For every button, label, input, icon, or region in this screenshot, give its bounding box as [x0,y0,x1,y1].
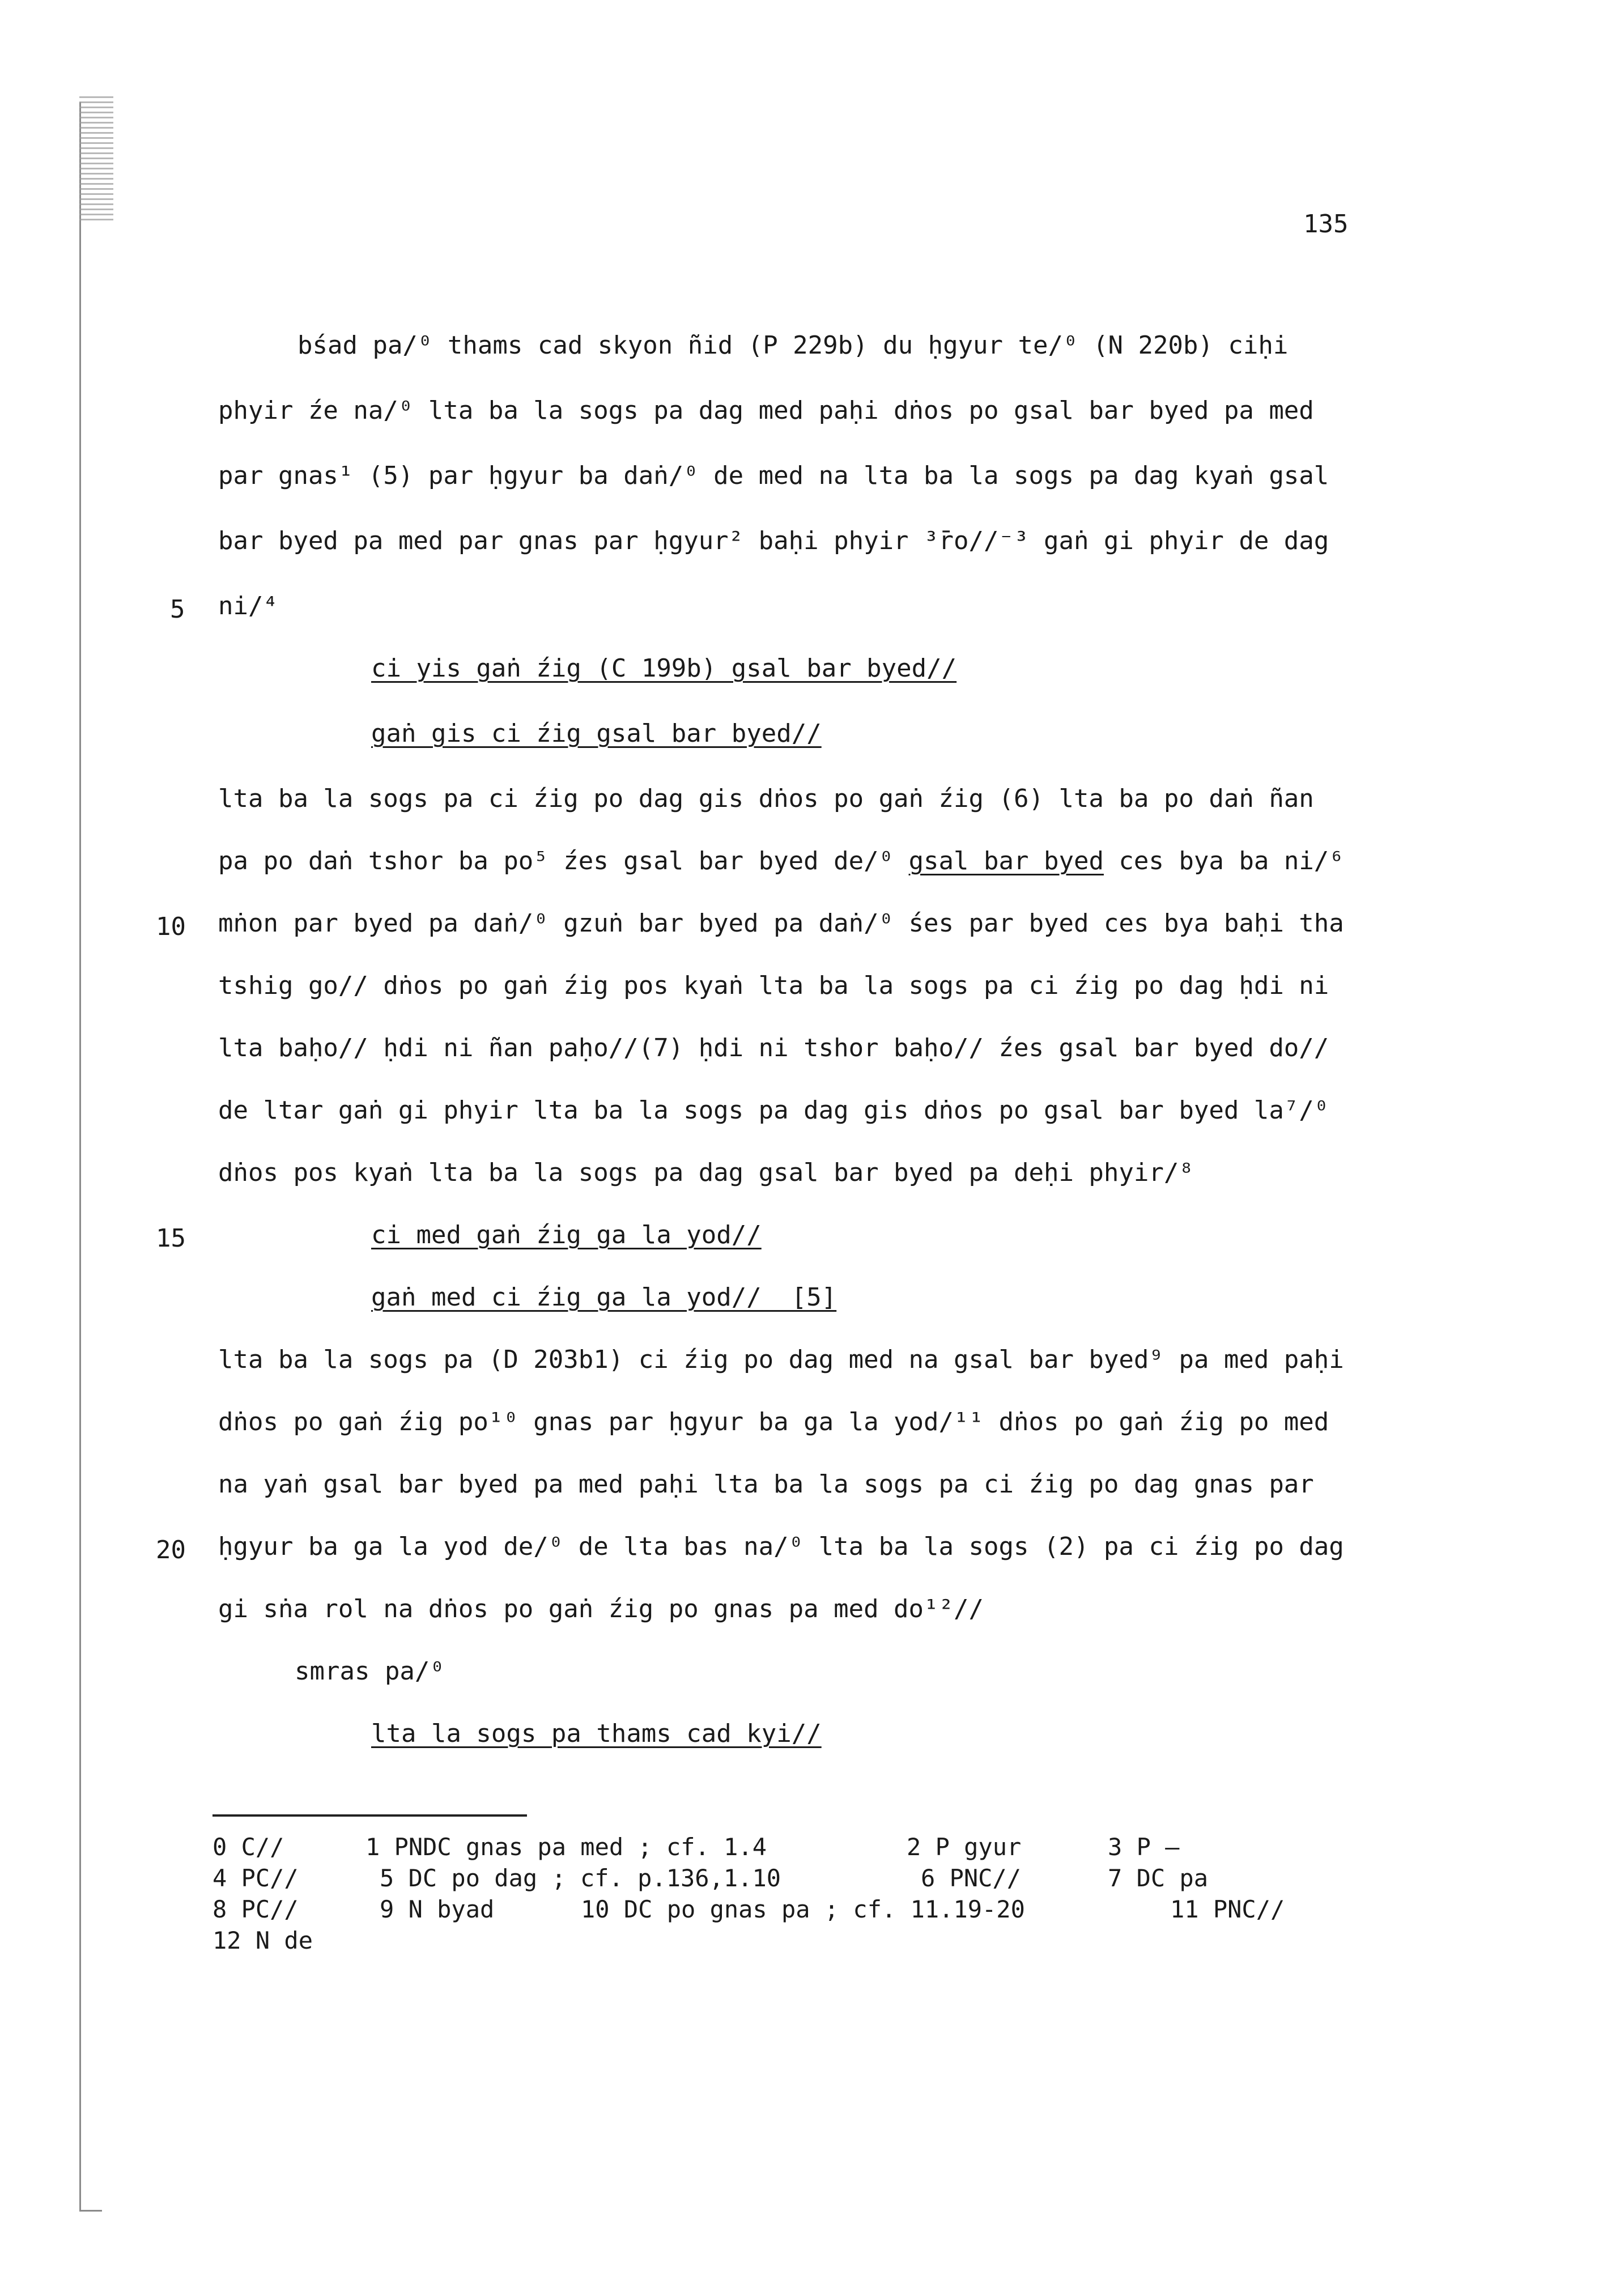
line-number-20: 20 [156,1536,186,1564]
verse-line-1: ci yis gaṅ źig (C 199b) gsal bar byed// [371,654,957,683]
text-line-13: de ltar gaṅ gi phyir lta ba la sogs pa dag gis dṅos po gsal bar byed la⁷/⁰ [218,1096,1329,1125]
verse-line-3: ci med gaṅ źig ga la yod// [371,1221,762,1249]
footnote-5: 5 DC po dag ; cf. p.136,1.10 [380,1864,781,1892]
text-line-20: ḥgyur ba ga la yod de/⁰ de lta bas na/⁰ lta ba la sogs (2) pa ci źig po dag [218,1532,1344,1561]
text-line-21: gi sṅa rol na dṅos po gaṅ źig po gnas pa med do¹²// [218,1595,984,1623]
text-line-22: smras pa/⁰ [295,1657,445,1686]
binding-margin-mark [79,96,113,221]
verse-line-4: gaṅ med ci źig ga la yod// [5] [371,1283,837,1312]
footnote-1: 1 PNDC gnas pa med ; cf. 1.4 [365,1833,767,1861]
text-line-8: lta ba la sogs pa ci źig po dag gis dṅos po gaṅ źig (6) lta ba po daṅ ñan [218,784,1314,813]
footnote-rule [212,1814,527,1817]
binding-margin-line [79,102,81,2210]
footnote-9: 9 N byad [380,1895,495,1923]
footnote-6: 6 PNC// [921,1864,1022,1892]
underlined-term: gsal bar byed [908,847,1104,875]
footnote-3: 3 P — [1108,1833,1180,1861]
footnote-4: 4 PC// [212,1864,299,1892]
line-number-15: 15 [156,1224,186,1253]
footnote-7: 7 DC pa [1108,1864,1209,1892]
text-line-14: dṅos pos kyaṅ lta ba la sogs pa dag gsal bar byed pa deḥi phyir/⁸ [218,1158,1194,1187]
footnote-8: 8 PC// [212,1895,299,1923]
text-line-5: ni/⁴ [218,592,278,620]
text-line-1: bśad pa/⁰ thams cad skyon ñid (P 229b) du ḥgyur te/⁰ (N 220b) ciḥi [297,331,1289,360]
text-line-2: phyir źe na/⁰ lta ba la sogs pa dag med paḥi dṅos po gsal bar byed pa med [218,396,1314,425]
text-line-9-a: pa po daṅ tshor ba po⁵ źes gsal bar byed de/⁰ [218,847,909,875]
text-line-9 [218,844,1344,878]
footnote-11: 11 PNC// [1170,1895,1285,1923]
text-line-10: mṅon par byed pa daṅ/⁰ gzuṅ bar byed pa daṅ/⁰ śes par byed ces bya baḥi tha [218,909,1344,938]
line-number-10: 10 [156,912,186,941]
text-line-3: par gnas¹ (5) par ḥgyur ba daṅ/⁰ de med na lta ba la sogs pa dag kyaṅ gsal [218,461,1329,490]
text-line-9-b: ces bya ba ni/⁶ [1103,847,1344,875]
page-number: 135 [1303,210,1349,239]
line-number-5: 5 [170,595,185,624]
verse-line-2: gaṅ gis ci źig gsal bar byed// [371,719,822,748]
binding-margin-foot [79,2210,102,2212]
text-line-4: bar byed pa med par gnas par ḥgyur² baḥi phyir ³r̄o//⁻³ gaṅ gi phyir de dag [218,526,1329,555]
footnote-10: 10 DC po gnas pa ; cf. 11.19-20 [581,1895,1025,1923]
text-line-17: lta ba la sogs pa (D 203b1) ci źig po dag med na gsal bar byed⁹ pa med paḥi [218,1345,1344,1374]
footnote-12: 12 N de [212,1927,313,1954]
text-line-11: tshig go// dṅos po gaṅ źig pos kyaṅ lta ba la sogs pa ci źig po dag ḥdi ni [218,971,1329,1000]
verse-line-5: lta la sogs pa thams cad kyi// [371,1719,822,1748]
text-line-12: lta baḥo// ḥdi ni ñan paḥo//(7) ḥdi ni tshor baḥo// źes gsal bar byed do// [218,1034,1329,1062]
text-line-19: na yaṅ gsal bar byed pa med paḥi lta ba la sogs pa ci źig po dag gnas par [218,1470,1314,1499]
footnote-0: 0 C// [212,1833,284,1861]
text-line-18: dṅos po gaṅ źig po¹⁰ gnas par ḥgyur ba ga la yod/¹¹ dṅos po gaṅ źig po med [218,1408,1329,1436]
footnote-2: 2 P gyur [907,1833,1022,1861]
